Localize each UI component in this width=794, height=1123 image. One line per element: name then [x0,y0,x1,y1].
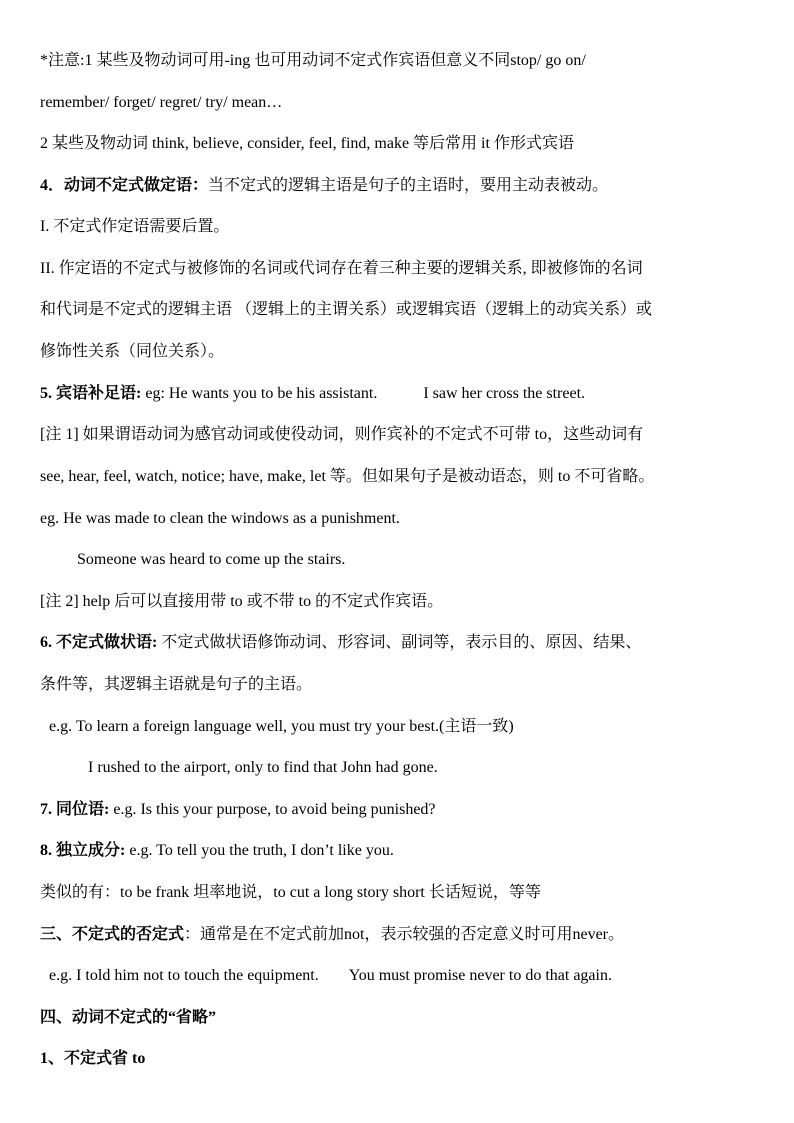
part-3-line [40,924,624,946]
section-5-example-2: I saw her cross the street. [423,385,586,402]
section-7-heading: 7. 同位语: [40,801,110,818]
example-line-2: Someone was heard to come up the stairs. [77,551,346,568]
section-8-line [40,840,394,862]
rule-ii-line-3: 修饰性关系（同位关系）。 [40,343,225,360]
note-line-1: *注意:1 某些及物动词可用-ing 也可用动词不定式作宾语但意义不同stop/ go on/ [40,52,586,69]
section-4-text: 当不定式的逻辑主语是句子的主语时，要用主动表被动。 [208,177,609,194]
rule-ii-line-2: 和代词是不定式的逻辑主语 （逻辑上的主谓关系）或逻辑宾语（逻辑上的动宾关系）或 [40,301,653,318]
part-3-example-line [49,965,612,987]
note-1-line-2: see, hear, feel, watch, notice; have, make, let 等。但如果句子是被动语态，则 to 不可省略。 [40,468,655,485]
part-4-heading: 四、动词不定式的“省略” [40,1009,217,1026]
section-6-example-2: I rushed to the airport, only to find that John had gone. [88,759,438,776]
section-7-text: e.g. Is this your purpose, to avoid being punished? [109,801,436,818]
section-4-line [40,175,608,197]
section-6-line [40,632,641,654]
part-4-subheading: 1、不定式省 to [40,1050,146,1067]
note-line-2: remember/ forget/ regret/ try/ mean… [40,94,283,111]
part-3-example-2: You must promise never to do that again. [348,967,612,984]
section-7-line [40,799,436,821]
section-8-heading: 8. 独立成分: [40,842,126,859]
section-6-line-2: 条件等，其逻辑主语就是句子的主语。 [40,676,313,693]
section-5-example-1: eg: He wants you to be his assistant. [141,385,378,402]
similar-expressions: 类似的有：to be frank 坦率地说，to cut a long story short 长话短说，等等 [40,884,541,901]
section-5-heading: 5. 宾语补足语: [40,385,142,402]
note-1-line-1: [注 1] 如果谓语动词为感官动词或使役动词，则作宾补的不定式不可带 to，这些动词有 [40,426,644,443]
section-8-text: e.g. To tell you the truth, I don’t like you. [125,842,394,859]
section-6-example-1: e.g. To learn a foreign language well, you must try your best.(主语一致) [49,718,514,735]
rule-i: I. 不定式作定语需要后置。 [40,218,230,235]
section-6-heading: 6. 不定式做状语: [40,634,158,651]
section-5-line [40,383,585,405]
part-3-heading: 三、不定式的否定式 [40,926,185,943]
note-2-line: [注 2] help 后可以直接用带 to 或不带 to 的不定式作宾语。 [40,593,444,610]
example-line-1: eg. He was made to clean the windows as a punishment. [40,510,400,527]
rule-ii-line-1: II. 作定语的不定式与被修饰的名词或代词存在着三种主要的逻辑关系, 即被修饰的名词 [40,260,643,277]
part-3-example-1: e.g. I told him not to touch the equipment. [49,967,319,984]
part-3-text: ：通常是在不定式前加not，表示较强的否定意义时可用never。 [184,926,624,943]
section-4-heading: 4．动词不定式做定语： [40,177,209,194]
note-line-3: 2 某些及物动词 think, believe, consider, feel, find, make 等后常用 it 作形式宾语 [40,135,574,152]
section-6-text: 不定式做状语修饰动词、形容词、副词等，表示目的、原因、结果、 [157,634,642,651]
